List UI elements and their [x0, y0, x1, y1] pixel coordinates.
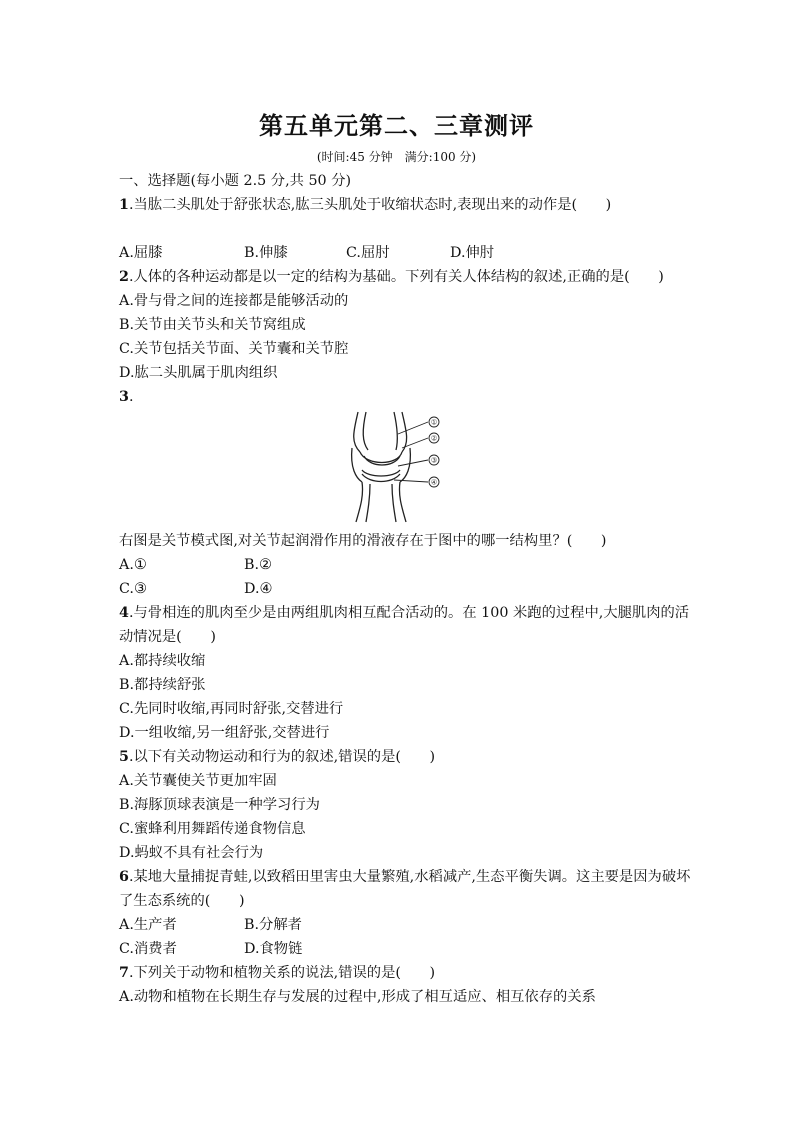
option-d: D.肱二头肌属于肌肉组织 [119, 365, 278, 381]
option-b: B.伸膝 [244, 245, 288, 261]
option-c: C.蜜蜂利用舞蹈传递食物信息 [119, 821, 306, 837]
option-c: C.消费者 [119, 941, 177, 957]
option-d: D.蚂蚁不具有社会行为 [119, 845, 264, 861]
option-c: C.屈肘 [346, 245, 390, 261]
question-number: 5 [119, 749, 129, 765]
question-6 [119, 868, 690, 886]
question-number: 3 [119, 389, 129, 405]
option-a: A.都持续收缩 [119, 653, 206, 669]
option-a: A.生产者 [119, 917, 177, 933]
question-number: 6 [119, 869, 129, 885]
question-text: .某地大量捕捉青蛙,以致稻田里害虫大量繁殖,水稻减产,生态平衡失调。这主要是因为破坏 [128, 869, 691, 885]
label-1: ① [430, 418, 438, 427]
question-1 [119, 196, 611, 214]
label-4: ④ [430, 478, 438, 487]
option-a: A.动物和植物在长期生存与发展的过程中,形成了相互适应、相互依存的关系 [119, 989, 596, 1005]
question-text: .与骨相连的肌肉至少是由两组肌肉相互配合活动的。在 100 米跑的过程中,大腿肌肉的活 [128, 605, 690, 621]
section-heading: 一、选择题(每小题 2.5 分,共 50 分) [119, 173, 352, 189]
option-b: B.分解者 [244, 917, 302, 933]
question-number: 4 [119, 605, 129, 621]
question-number: 2 [119, 269, 129, 285]
option-d: D.伸肘 [450, 245, 495, 261]
label-2: ② [430, 434, 438, 443]
question-text: .下列关于动物和植物关系的说法,错误的是( ) [128, 965, 436, 981]
label-3: ③ [430, 456, 438, 465]
question-4-line2: 动情况是( ) [119, 629, 216, 645]
option-d: D.④ [244, 581, 273, 597]
question-number: 7 [119, 965, 129, 981]
question-5 [119, 748, 435, 766]
question-text: .当肱二头肌处于舒张状态,肱三头肌处于收缩状态时,表现出来的动作是( ) [128, 197, 612, 213]
option-a: A.骨与骨之间的连接都是能够活动的 [119, 293, 349, 309]
option-c: C.先同时收缩,再同时舒张,交替进行 [119, 701, 344, 717]
question-2 [119, 268, 664, 286]
option-c: C.关节包括关节面、关节囊和关节腔 [119, 341, 349, 357]
question-number: 1 [119, 197, 129, 213]
option-a: A.屈膝 [119, 245, 163, 261]
question-3: 3. [119, 389, 134, 405]
option-b: B.都持续舒张 [119, 677, 206, 693]
option-b: B.海豚顶球表演是一种学习行为 [119, 797, 320, 813]
option-a: A.关节囊使关节更加牢固 [119, 773, 277, 789]
option-c: C.③ [119, 581, 147, 597]
option-d: D.一组收缩,另一组舒张,交替进行 [119, 725, 330, 741]
question-text: .人体的各种运动都是以一定的结构为基础。下列有关人体结构的叙述,正确的是( ) [128, 269, 664, 285]
question-text: .以下有关动物运动和行为的叙述,错误的是( ) [128, 749, 436, 765]
question-4 [119, 604, 689, 622]
option-b: B.关节由关节头和关节窝组成 [119, 317, 306, 333]
option-d: D.食物链 [244, 941, 303, 957]
exam-info: (时间:45 分钟 满分:100 分) [316, 150, 477, 164]
option-b: B.② [244, 557, 272, 573]
question-7 [119, 964, 435, 982]
option-a: A.① [119, 557, 147, 573]
page-title: 第五单元第二、三章测评 [259, 111, 534, 140]
question-3-text: 右图是关节模式图,对关节起润滑作用的滑液存在于图中的哪一结构里？( ) [119, 533, 607, 549]
joint-diagram [340, 408, 450, 524]
question-6-line2: 了生态系统的( ) [119, 893, 245, 909]
